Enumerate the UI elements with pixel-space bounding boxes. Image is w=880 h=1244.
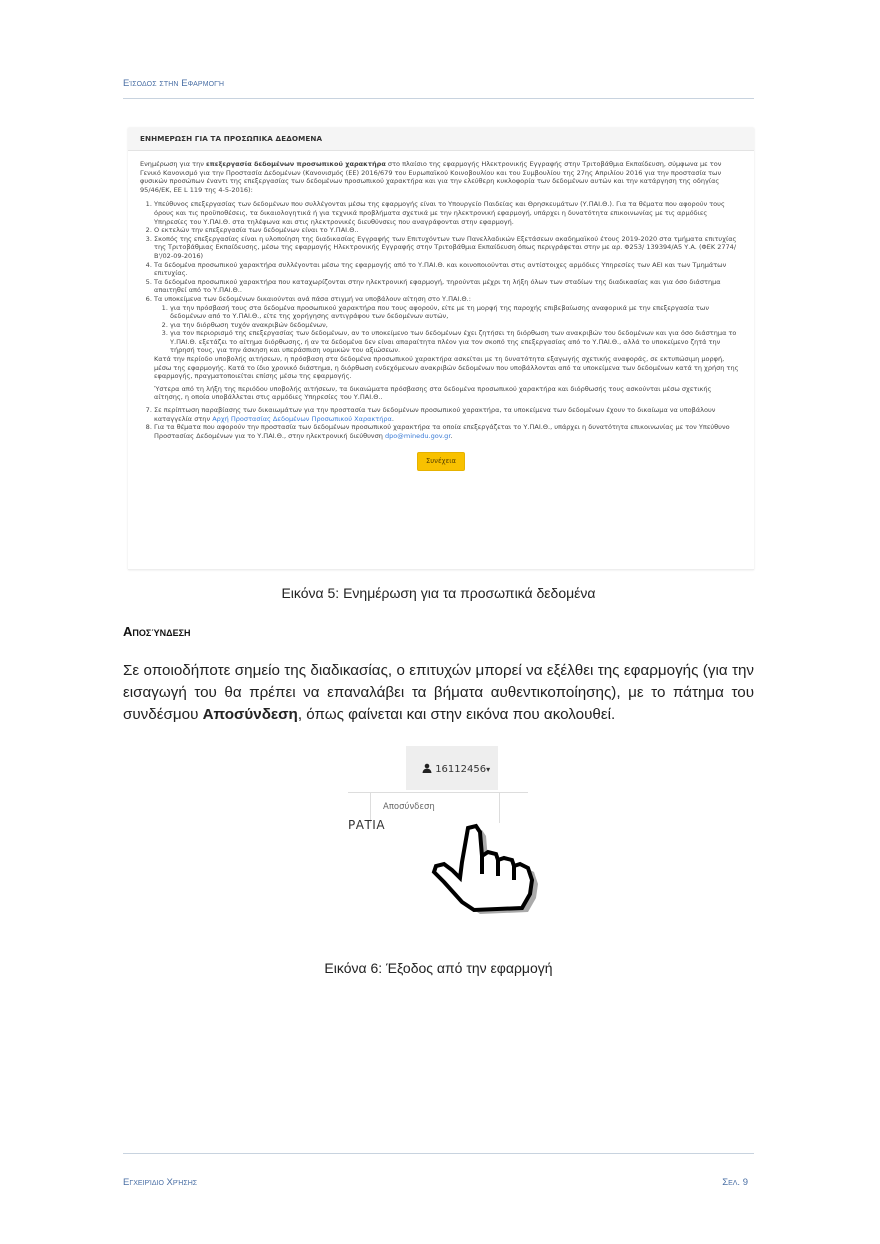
sublist-item: 1. για την πρόσβασή τους στα δεδομένα προσωπικού χαρακτήρα που τους αφορούν, είτε με τη μορφή της παροχής επιβεβαίωσης αναφορικά με την επεξεργασία των δεδομένων από το Υ.ΠΑΙ.Θ., είτε της χορήγησης αντιγράφου των δεδομένων αυτών, (170, 304, 742, 321)
list-item: 4. Τα δεδομένα προσωπικού χαρακτήρα συλλέγονται μέσω της εφαρμογής από το Υ.ΠΑΙ.Θ. και κοινοποιούνται στις αντίστοιχες αρμόδιες Υπηρεσίες των ΑΕΙ και των Τμημάτων επιτυχίας. (154, 261, 742, 278)
list-item (154, 423, 742, 440)
partial-background-text: ΡΑΤΙΑ (348, 818, 386, 832)
footer-title: Εγχειρίδιο Χρήσης (123, 1177, 198, 1188)
dpo-email-link[interactable]: dpo@minedu.gov.gr (384, 431, 451, 440)
list-item: 5. Τα δεδομένα προσωπικού χαρακτήρα που καταχωρίζονται στην ηλεκτρονική εφαρμογή, τηρούνται μέχρι τη λήξη όλων των σταδίων της διαδικασίας και για όσο διάστημα απαιτηθεί από το Υ.ΠΑΙ.Θ.. (154, 278, 742, 295)
list-item: 2. Ο εκτελών την επεξεργασία των δεδομένων είναι το Υ.ΠΑΙ.Θ.. (154, 226, 742, 235)
logout-paragraph (123, 660, 754, 726)
user-icon (422, 763, 432, 773)
list-item (154, 406, 742, 423)
note-paragraph: Ύστερα από τη λήξη της περιόδου υποβολής αιτήσεων, τα δικαιώματα πρόσβασης στα δεδομένα προσωπικού χαρακτήρα και διόρθωσής τους ασκούνται μέσω σχετικής αίτησης, η οποία υποβάλλεται στις αρμόδιες Υπηρεσίες του Υ.ΠΑΙ.Θ.. (154, 384, 712, 402)
panel-title: ΕΝΗΜΕΡΩΣΗ ΓΙΑ ΤΑ ΠΡΟΣΩΠΙΚΑ ΔΕΔΟΜΕΝΑ (128, 128, 754, 151)
intro-paragraph (140, 160, 742, 194)
para-text-end: , όπως φαίνεται και στην εικόνα που ακολουθεί. (297, 706, 616, 723)
rights-sublist (154, 304, 742, 356)
section-title: Αποσύνδεση (123, 624, 191, 639)
punctuation: . (391, 414, 394, 423)
intro-text: Ενημέρωση για την (140, 160, 206, 168)
hand-pointer-icon (422, 822, 556, 914)
note-paragraph: Κατά την περίοδο υποβολής αιτήσεων, η πρόσβαση στα δεδομένα προσωπικού χαρακτήρα ασκείται με τη δυνατότητα εξαγωγής σχετικής αναφοράς, σε εκτυπώσιμη μορφή, μέσω της εφαρμογής. Κατά το ίδιο χρονικό διάστημα, η διόρθωση ενδεχόμενων ανακριβών δεδομένων που υποβάλλονται από τα υποκείμενα των δεδομένων κατά τη χρήση της εφαρμογής, πραγματοποιείται επίσης μέσω της εφαρμογής. (154, 355, 739, 381)
list-item-text: Για τα θέματα που αφορούν την προστασία των δεδομένων προσωπικού χαρακτήρα τα οποία επεξεργάζεται το Υ.ΠΑΙ.Θ., υπάρχει η δυνατότητα επικοινωνίας με τον Υπεύθυνο Προστασίας Δεδομένων για το Υ.ΠΑΙ.Θ., στην ηλεκτρονική διεύθυνση (154, 423, 730, 440)
list-item-text: Σε περίπτωση παραβίασης των δικαιωμάτων για την προστασία των δεδομένων προσωπικού χαρακτήρα, τα υποκείμενα των δεδομένων έχουν το δικαίωμα να υποβάλουν καταγγελία στην (154, 406, 716, 423)
list-item-text: Τα υποκείμενα των δεδομένων δικαιούνται ανά πάσα στιγμή να υποβάλουν αίτηση στο Υ.ΠΑΙ.Θ.: (154, 294, 471, 303)
user-id: 16112456 (435, 764, 487, 775)
page-number: Σελ. 9 (722, 1177, 748, 1188)
dpa-link[interactable]: Αρχή Προστασίας Δεδομένων Προσωπικού Χαρακτήρα (212, 414, 392, 423)
user-dropdown (370, 793, 500, 823)
button-row (140, 452, 742, 471)
list-item: 3. Σκοπός της επεξεργασίας είναι η υλοποίηση της διαδικασίας Εγγραφής των Επιτυχόντων των Πανελλαδικών Εξετάσεων ακαδημαϊκού έτους 2019-2020 στα τμήματα επιτυχίας της Τριτοβάθμιας Εκπαίδευσης, μέσω της εφαρμογής Ηλεκτρονικής Εγγραφής στην Τριτοβάθμια Εκπαίδευση όπως περιγράφεται στην με αρ. Φ253/ 139394/Α5 Υ.Α. (ΦΕΚ 2774/Β'/02-09-2016) (154, 235, 742, 261)
privacy-list (140, 200, 742, 440)
panel-body (128, 151, 754, 471)
running-header: Είσοδος στην Εφαρμογή (123, 78, 225, 89)
user-menu-label[interactable] (422, 763, 490, 775)
logout-menu-item[interactable]: Αποσύνδεση (383, 802, 435, 812)
intro-text-end: στο πλαίσιο της εφαρμογής Ηλεκτρονικής Εγγραφής στην Τριτοβάθμια Εκπαίδευση, σύμφωνα με τον Γενικό Κανονισμό για την Προστασία Δεδομένων (Κανονισμός (ΕΕ) 2016/679 του Ευρωπαϊκού Κοινοβουλίου και του Συμβουλίου της 27ης Απριλίου 2016 για την προστασία των φυσικών προσώπων έναντι της επεξεργασίας των δεδομένων προσωπικού χαρακτήρα και για την ελεύθερη κυκλοφορία των δεδομένων αυτών και την κατάργηση της οδηγίας 95/46/ΕΚ, ΕΕ L 119 της 4-5-2016): (140, 160, 722, 194)
figure-6-caption: Εικόνα 6: Έξοδος από την εφαρμογή (324, 960, 553, 976)
punctuation: . (450, 431, 453, 440)
chevron-down-icon: ▾ (486, 765, 491, 774)
para-bold: Αποσύνδεση (202, 706, 298, 723)
figure-5-screenshot (128, 128, 754, 570)
sublist-item: 3. για τον περιορισμό της επεξεργασίας των δεδομένων, αν το υποκείμενο των δεδομένων έχει ζητήσει τη διόρθωση των ανακριβών του δεδομένων και για όσο διάστημα το Υ.ΠΑΙ.Θ. εξετάζει το αίτημα διόρθωσης, ή αν τα δεδομένα δεν είναι απαραίτητα πλέον για τον σκοπό της επεξεργασίας από το Υ.ΠΑΙ.Θ., αλλά το υποκείμενο ζητά την τήρησή τους, για την άσκηση και υπεράσπιση νομικών του αξιώσεων. (170, 329, 742, 355)
panel-bottom-border (128, 569, 754, 570)
header-divider (123, 98, 754, 99)
para-text: Σε οποιοδήποτε σημείο της διαδικασίας, ο επιτυχών μπορεί να εξέλθει της εφαρμογής (για την εισαγωγή του θα πρέπει να επαναλάβει τα βήματα αυθεντικοποίησης), με το πάτημα του συνδέσμου (123, 662, 754, 723)
intro-bold: επεξεργασία δεδομένων προσωπικού χαρακτήρα (205, 160, 386, 168)
sublist-item: 2. για την διόρθωση τυχόν ανακριβών δεδομένων, (170, 321, 742, 330)
continue-button[interactable]: Συνέχεια (417, 452, 465, 471)
list-item (154, 295, 742, 402)
footer-divider (123, 1153, 754, 1154)
list-item: 1. Υπεύθυνος επεξεργασίας των δεδομένων που συλλέγονται μέσω της εφαρμογής είναι το Υπουργείο Παιδείας και Θρησκευμάτων (Υ.ΠΑΙ.Θ.). Για τα θέματα που αφορούν τους όρους και τις προϋποθέσεις, τα δικαιολογητικά ή για τεχνικά προβλήματα σχετικά με την ηλεκτρονική εφαρμογή, υπάρχει η δυνατότητα επικοινωνίας με τις αρμόδιες Υπηρεσίες του Υ.ΠΑΙ.Θ. στα τηλέφωνα και στις ηλεκτρονικές διευθύνσεις που αναγράφονται στην εφαρμογή. (154, 200, 742, 226)
figure-6-screenshot (348, 746, 558, 916)
figure-5-caption: Εικόνα 5: Ενημέρωση για τα προσωπικά δεδομένα (281, 585, 596, 601)
